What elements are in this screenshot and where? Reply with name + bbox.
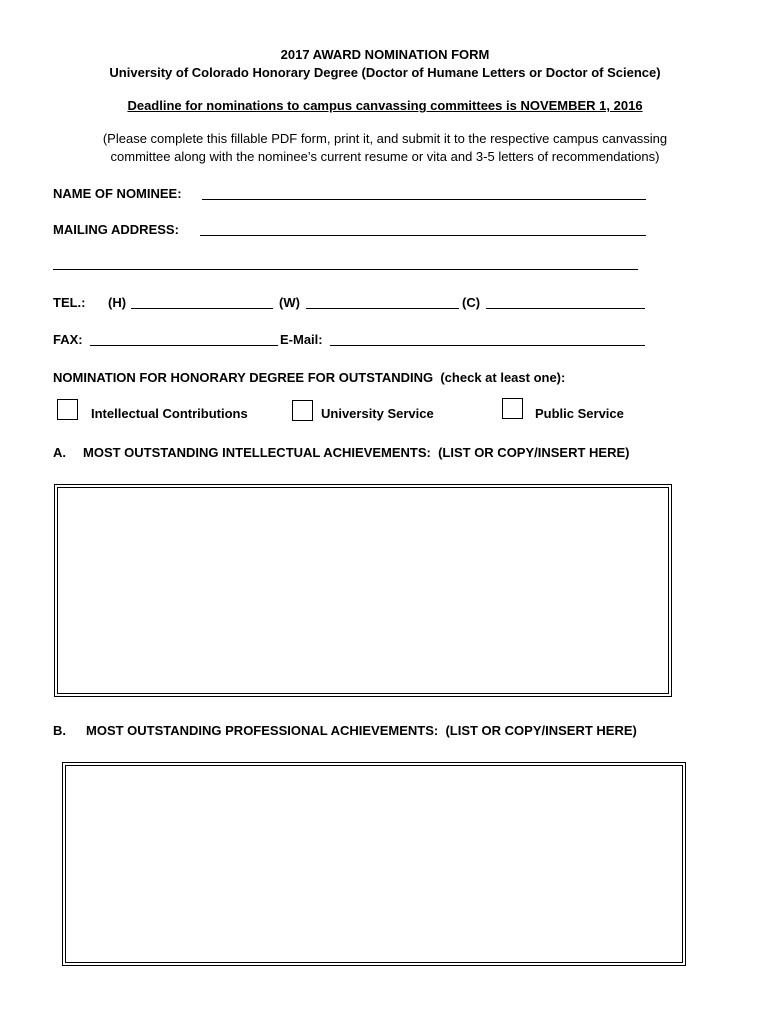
tel-label: TEL.: [53, 295, 86, 310]
instructions-line-2: committee along with the nominee’s current resume or vita and 3-5 letters of recommendations) [110, 149, 660, 164]
nominee-field[interactable] [202, 199, 646, 200]
intellectual-achievements-textarea[interactable] [54, 484, 672, 697]
tel-work-field[interactable] [306, 308, 459, 309]
form-title: 2017 AWARD NOMINATION FORM [280, 47, 490, 62]
section-b-letter: B. [53, 723, 66, 738]
instructions-line-1: (Please complete this fillable PDF form, print it, and submit it to the respective campus canvassing [102, 131, 668, 146]
section-b-heading: MOST OUTSTANDING PROFESSIONAL ACHIEVEMENTS: (LIST OR COPY/INSERT HERE) [86, 723, 637, 738]
tel-work-label: (W) [279, 295, 300, 310]
nominee-label: NAME OF NOMINEE: [53, 186, 182, 201]
public-service-label: Public Service [535, 406, 624, 421]
tel-cell-label: (C) [462, 295, 481, 310]
nomination-heading: NOMINATION FOR HONORARY DEGREE FOR OUTSTANDING (check at least one): [53, 370, 566, 385]
professional-achievements-inner-border [65, 765, 683, 963]
email-label: E-Mail: [280, 332, 323, 347]
email-field[interactable] [330, 345, 645, 346]
intellectual-contributions-label: Intellectual Contributions [91, 406, 248, 421]
address-line-2[interactable] [53, 269, 638, 270]
intellectual-achievements-inner-border [57, 487, 669, 694]
form-subtitle: University of Colorado Honorary Degree (Doctor of Humane Letters or Doctor of Science) [109, 65, 661, 80]
fax-label: FAX: [53, 332, 83, 347]
section-a-letter: A. [53, 445, 66, 460]
university-service-checkbox[interactable] [292, 400, 313, 421]
tel-home-label: (H) [108, 295, 127, 310]
public-service-checkbox[interactable] [502, 398, 523, 419]
tel-home-field[interactable] [131, 308, 273, 309]
professional-achievements-textarea[interactable] [62, 762, 686, 966]
address-field[interactable] [200, 235, 646, 236]
intellectual-contributions-checkbox[interactable] [57, 399, 78, 420]
deadline-notice: Deadline for nominations to campus canvassing committees is NOVEMBER 1, 2016 [127, 98, 643, 113]
university-service-label: University Service [321, 406, 434, 421]
fax-field[interactable] [90, 345, 278, 346]
tel-cell-field[interactable] [486, 308, 645, 309]
section-a-heading: MOST OUTSTANDING INTELLECTUAL ACHIEVEMENTS: (LIST OR COPY/INSERT HERE) [83, 445, 630, 460]
address-label: MAILING ADDRESS: [53, 222, 179, 237]
